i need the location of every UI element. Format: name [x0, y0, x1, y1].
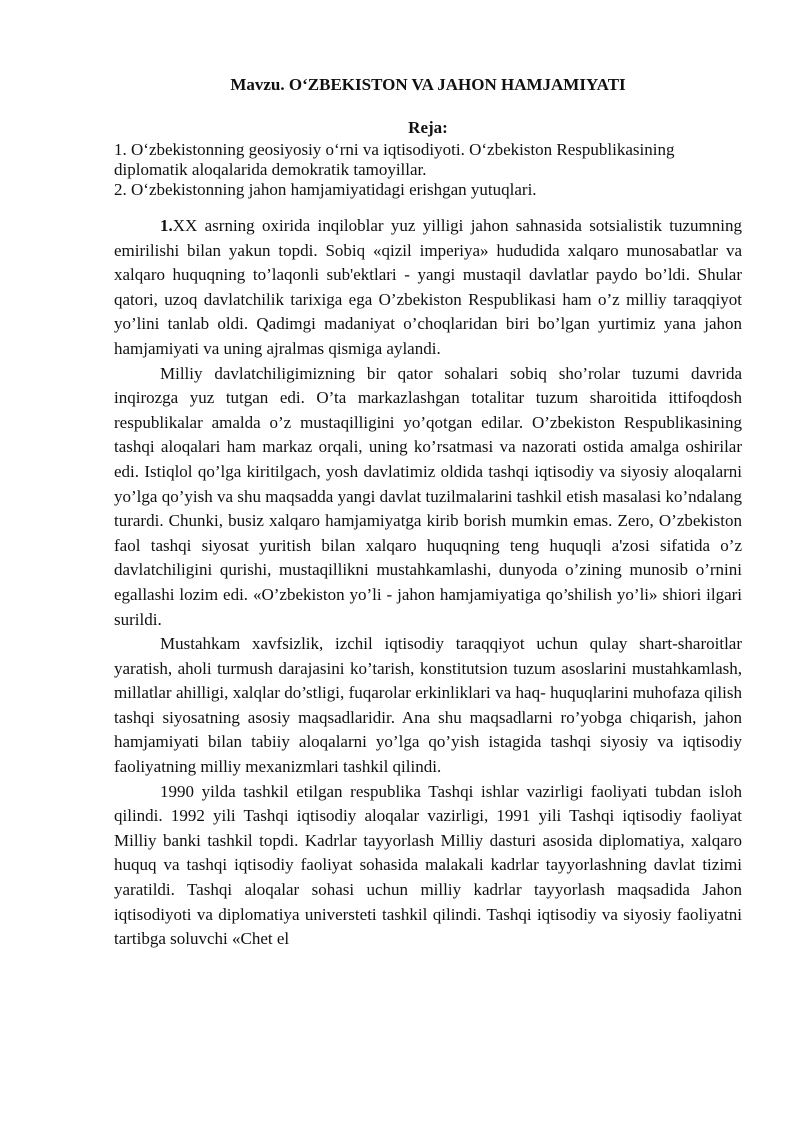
plan-heading: Reja:: [408, 118, 448, 137]
document-body: [114, 214, 742, 952]
section-number: 1.: [160, 216, 173, 235]
plan-item-2: 2. O‘zbekistonning jahon hamjamiyatidagi erishgan yutuqlari.: [114, 180, 537, 199]
paragraph-4: 1990 yilda tashkil etilgan respublika Tashqi ishlar vazirligi faoliyati tubdan isloh qilindi. 1992 yili Tashqi iqtisodiy aloqalar vazirligi, 1991 yili Tashqi iqtisodiy faoliyat Milliy banki tashkil topdi. Kadrlar tayyorlash Milliy dasturi asosida diplomatiya, xalqaro huquq va tashqi iqtisodiy faoliyat sohasida malakali kadrlar tayyorlashning davlat tizimi yaratildi. Tashqi aloqalar sohasi uchun milliy kadrlar tayyorlash maqsadida Jahon iqtisodiyoti va diplomatiya universteti tashkil qilindi. Tashqi iqtisodiy va siyosiy faoliyatni tartibga soluvchi «Chet el: [114, 781, 742, 949]
document-title: Mavzu. O‘ZBEKISTON VA JAHON HAMJAMIYATI: [230, 75, 626, 94]
paragraph-2: Milliy davlatchiligimizning bir qator sohalari sobiq sho’rolar tuzumi davrida inqirozga yuz tutgan edi. O’ta markazlashgan totalitar tuzum sharoitida ittifoqdosh respublikalar amalda o’z mustaqilligini yo’qotgan edilar. O’zbekiston Respublikasining tashqi aloqalari ham markaz orqali, uning ko’rsatmasi va nazorati ostida amalga oshirilar edi. Istiqlol qo’lga kiritilgach, yosh davlatimiz oldida tashqi iqtisodiy va siyosiy aloqalarni yo’lga qo’yish va shu maqsadda yangi davlat tuzilmalarini tashkil etish masalasi ko’ndalang turardi. Chunki, busiz xalqaro hamjamiyatga kirib borish mumkin emas. Zero, O’zbekiston faol tashqi siyosat yuritish bilan xalqaro huquqning teng huquqli a'zosi sifatida o’z davlatchiligini qurishi, mustaqillikni mustahkamlashi, dunyoda o’zining munosib o’rnini egallashi lozim edi. «O’zbekiston yo’li - jahon hamjamiyatiga qo’shilish yo’li» shiori ilgari surildi.: [114, 363, 742, 629]
plan-item-1: 1. O‘zbekistonning geosiyosiy o‘rni va iqtisodiyoti. O‘zbekiston Respublikasining diplomatik aloqalarida demokratik tamoyillar.: [114, 140, 675, 179]
paragraph-1-text: XX asrning oxirida inqiloblar yuz yilligi jahon sahnasida sotsialistik tuzumning emirilishi bilan yakun topdi. Sobiq «qizil imperiya» hududida xalqaro munosabatlar va xalqaro huquqning to’laqonli sub'ektlari - yangi mustaqil davlatlar paydo bo’ldi. Shular qatori, uzoq davlatchilik tarixiga ega O’zbekiston Respublikasi ham o’z milliy taraqqiyot yo’lini tanlab oldi. Qadimgi madaniyat o’choqlaridan biri bo’lgan yurtimiz yana jahon hamjamiyati va uning ajralmas qismiga aylandi.: [114, 216, 742, 358]
document-page: [114, 72, 742, 952]
plan-list: [114, 140, 742, 200]
paragraph-3: Mustahkam xavfsizlik, izchil iqtisodiy taraqqiyot uchun qulay shart-sharoitlar yaratish, aholi turmush darajasini ko’tarish, konstitutsion tuzum asoslarini mustahkamlash, millatlar ahilligi, xalqlar do’stligi, fuqarolar erkinliklari va haq- huquqlarini muhofaza qilish tashqi siyosatning asosiy maqsadlaridir. Ana shu maqsadlarni ro’yobga chiqarish, jahon hamjamiyati bilan tabiiy aloqalarni yo’lga qo’yish istagida tashqi siyosiy va iqtisodiy faoliyatning milliy mexanizmlari tashkil qilindi.: [114, 634, 742, 777]
paragraph-1: [114, 214, 742, 362]
